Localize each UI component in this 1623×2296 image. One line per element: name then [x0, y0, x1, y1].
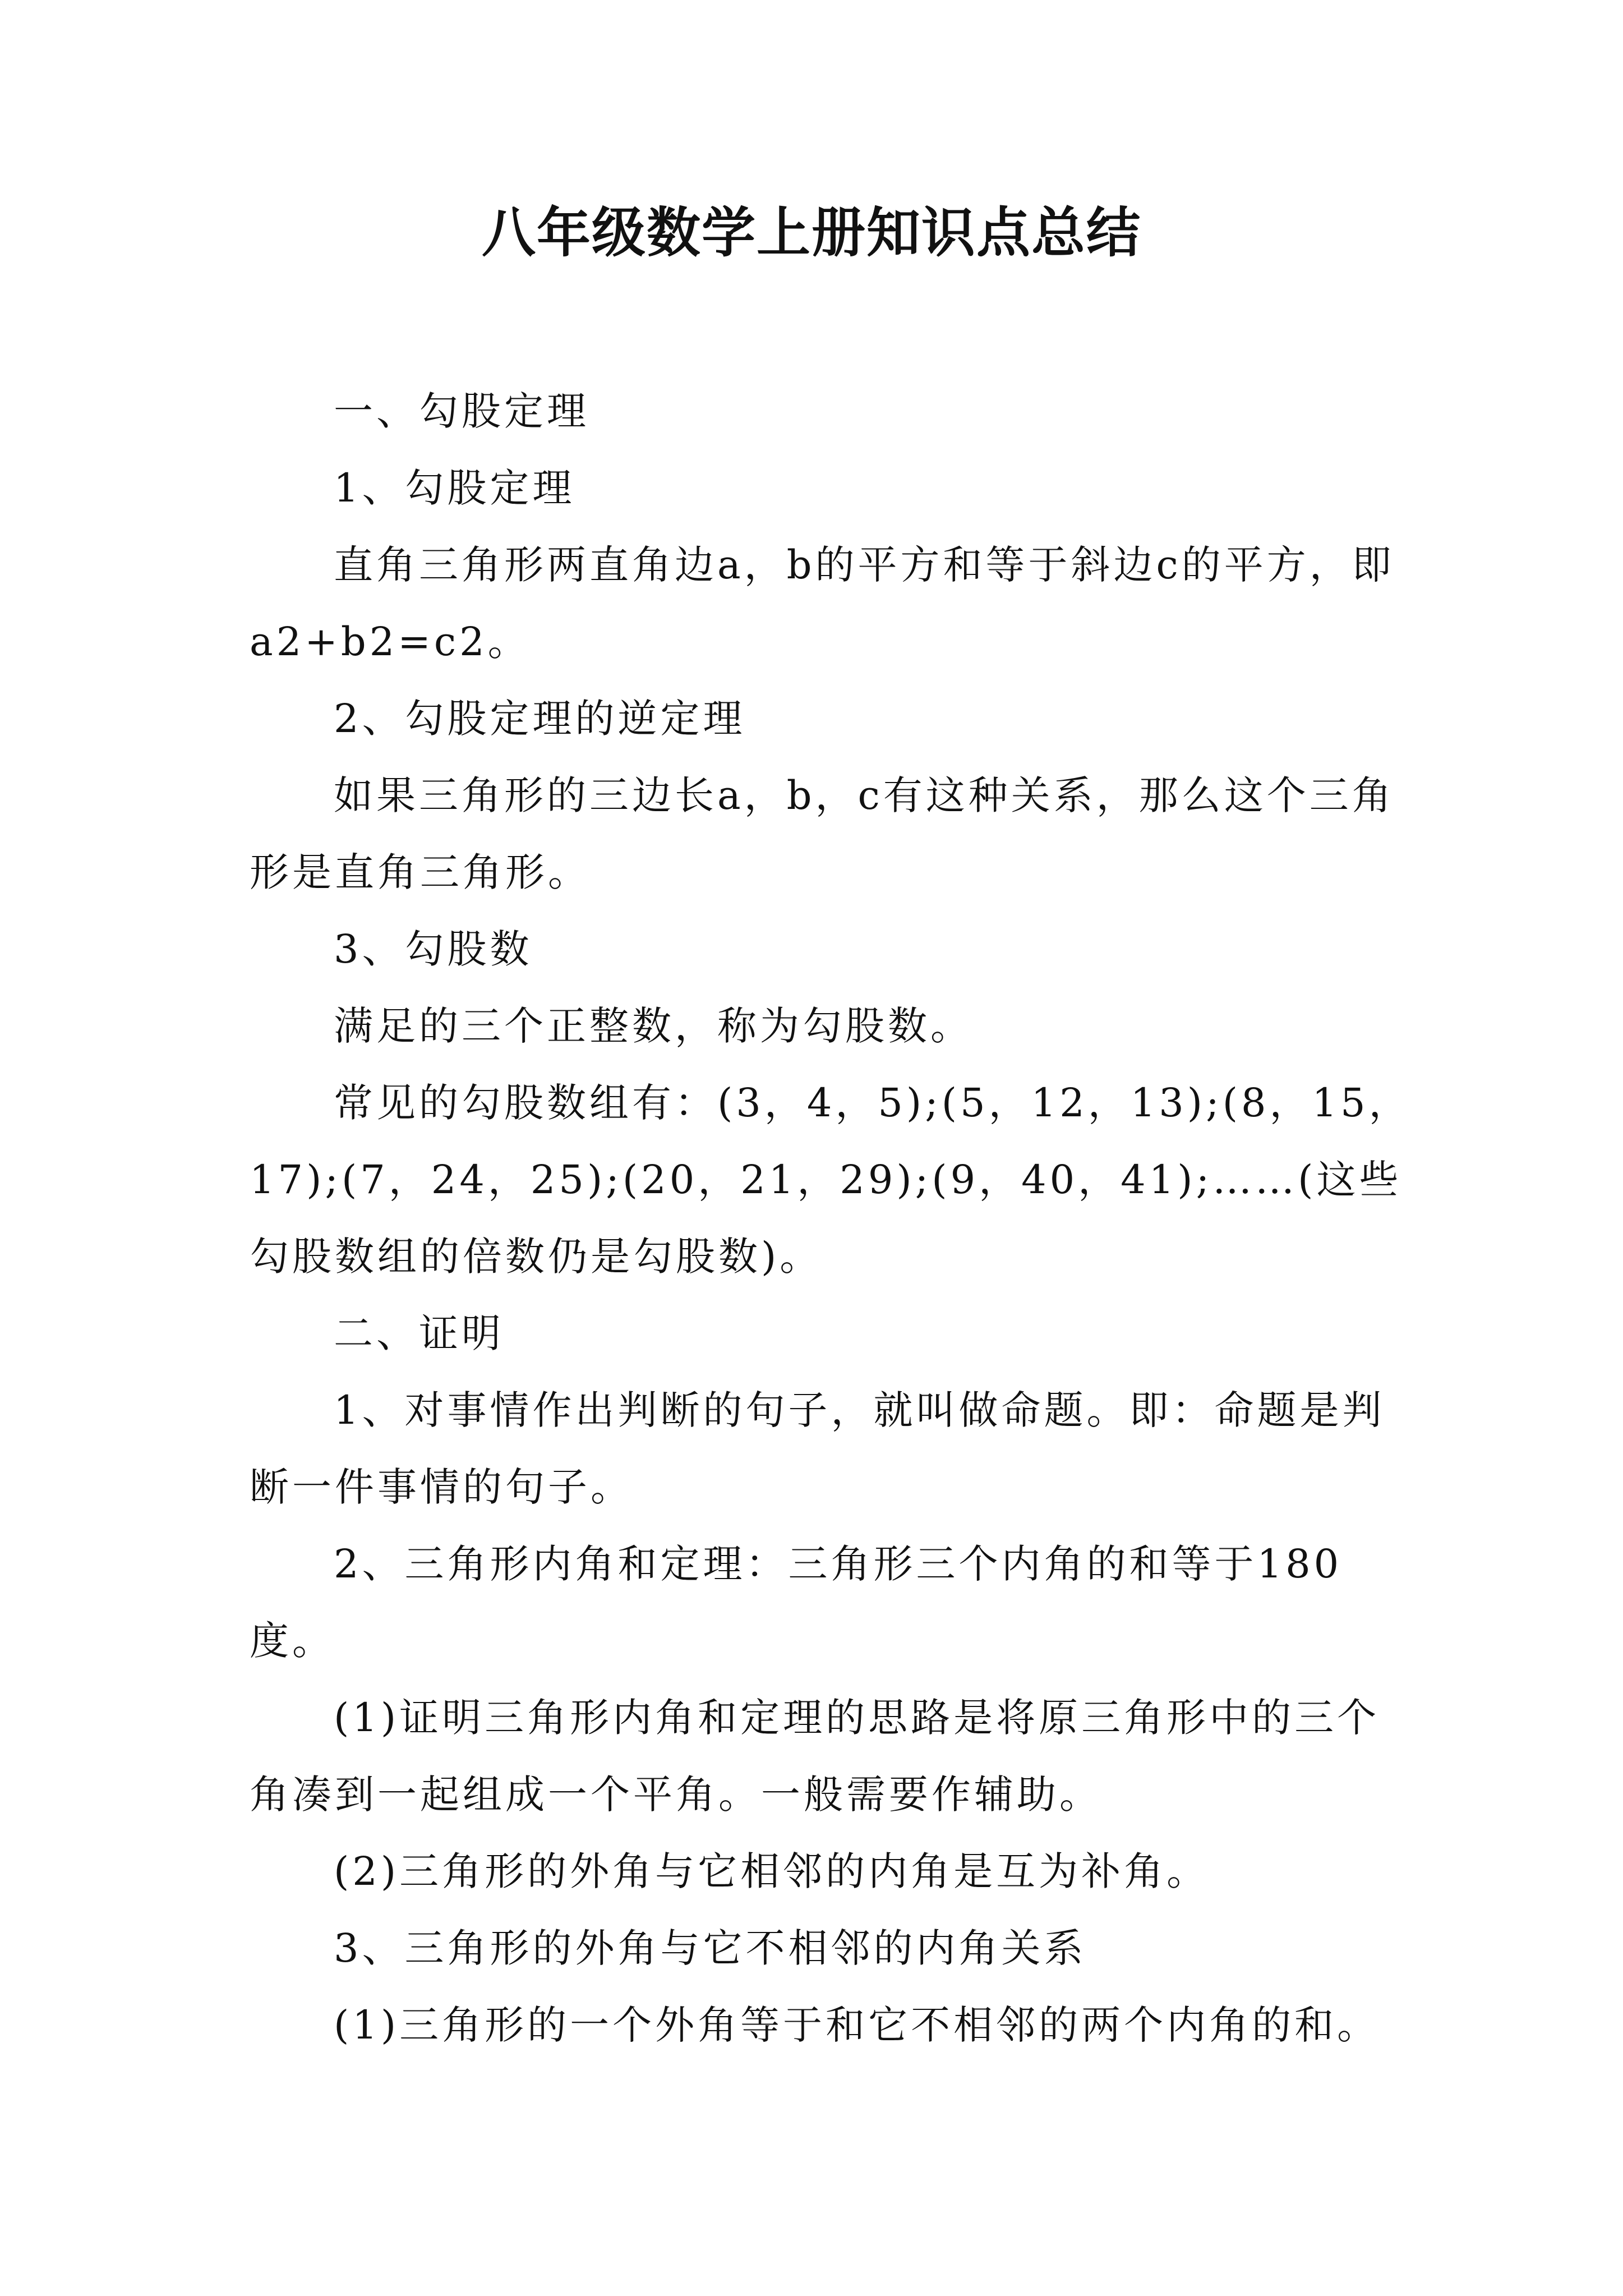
subheading-exterior-angle-relation: 3、三角形的外角与它不相邻的内角关系 — [334, 1925, 1087, 1971]
paragraph-angle-sum-theorem: 2、三角形内角和定理：三角形三个内角的和等于180度。 — [250, 1541, 1343, 1664]
paragraph-exterior-angle-sum: (1)三角形的一个外角等于和它不相邻的两个内角的和。 — [334, 2002, 1380, 2048]
subheading-pythagorean-theorem: 1、勾股定理 — [334, 465, 575, 511]
paragraph-common-triples: 常见的勾股数组有：(3，4，5);(5，12，13);(8，15，17);(7，24，25);(20，21，29);(9，40，41);……(这些勾股数组的倍数仍是勾股数)。 — [250, 1080, 1412, 1280]
paragraph-exterior-supplementary: (2)三角形的外角与它相邻的内角是互为补角。 — [334, 1848, 1210, 1894]
paragraph-triples-definition: 满足的三个正整数，称为勾股数。 — [334, 1003, 973, 1049]
document-body — [250, 373, 1416, 2064]
heading-proof: 二、证明 — [334, 1310, 504, 1356]
paragraph-proposition: 1、对事情作出判断的句子，就叫做命题。即：命题是判断一件事情的句子。 — [250, 1387, 1385, 1510]
heading-pythagorean-theorem: 一、勾股定理 — [334, 388, 589, 434]
document-title: 八年级数学上册知识点总结 — [482, 201, 1141, 264]
subheading-pythagorean-triples: 3、勾股数 — [334, 926, 533, 972]
paragraph-angle-sum-proof-idea: (1)证明三角形内角和定理的思路是将原三角形中的三个角凑到一起组成一个平角。一般需要作辅助。 — [250, 1695, 1380, 1818]
subheading-converse-theorem: 2、勾股定理的逆定理 — [334, 696, 746, 742]
paragraph-converse-statement: 如果三角形的三边长a，b，c有这种关系，那么这个三角形是直角三角形。 — [250, 772, 1395, 895]
paragraph-pythagorean-statement: 直角三角形两直角边a，b的平方和等于斜边c的平方，即a2+b2=c2。 — [250, 542, 1395, 665]
